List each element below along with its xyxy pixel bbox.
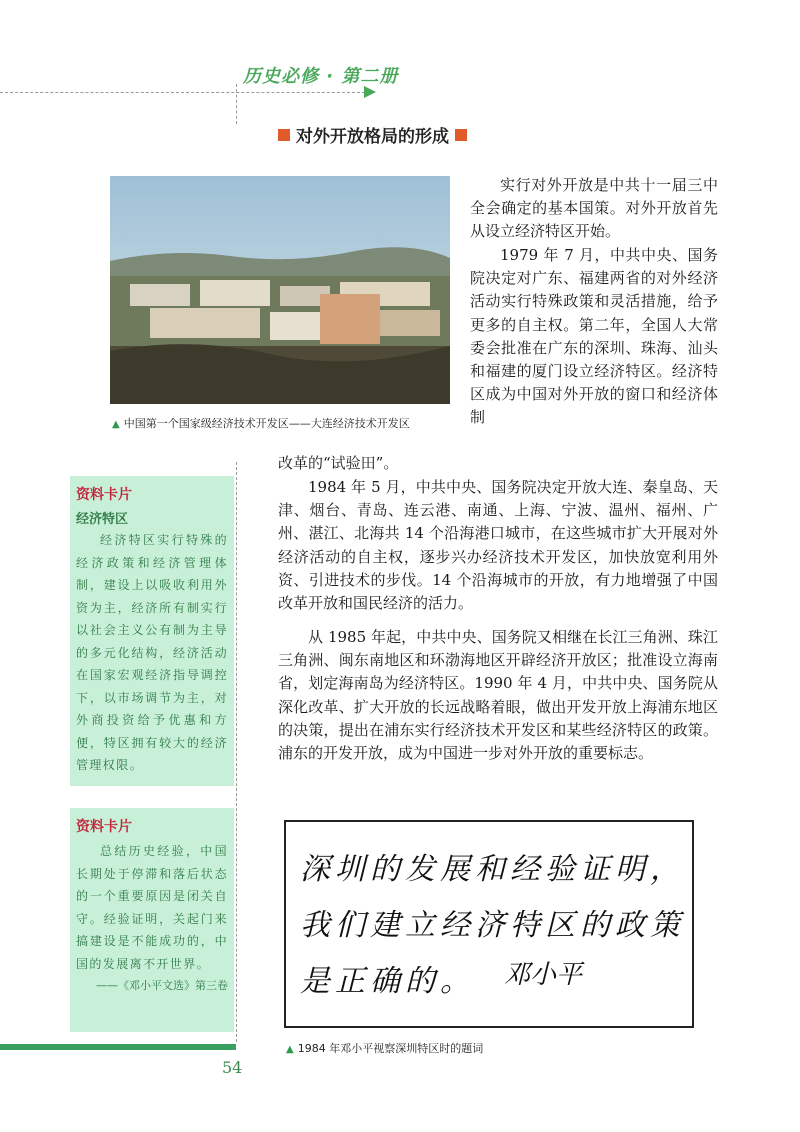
square-bullet-icon (278, 129, 290, 141)
paragraph-4: 从 1985 年起，中共中央、国务院又相继在长江三角洲、珠江三角洲、闽东南地区和环渤海地区开辟经济开放区；批准设立海南省，划定海南岛为经济特区。1990 年 4 月，中共中央、国务院从深化改革、扩大开放的长远战略着眼，做出开发开放上海浦东地区的决策，提出在浦东实行经济技术开发区和某些经济特区的政策。浦东的开发开放，成为中国进一步对外开放的重要标志。 (278, 628, 718, 763)
column-divider (236, 462, 237, 1042)
page-number: 54 (222, 1058, 243, 1077)
paragraph-1: 实行对外开放是中共十一届三中全会确定的基本国策。对外开放首先从设立经济特区开始。 (470, 176, 718, 241)
data-card-economic-zone (70, 476, 234, 786)
card-body: 总结历史经验，中国长期处于停滞和落后状态的一个重要原因是闭关自守。经验证明，关起门来搞建设是不能成功的，中国的发展离不开世界。 (76, 844, 228, 971)
dalian-development-zone-photo (110, 176, 450, 404)
calligraphy-line-2: 我们建立经济特区的政策 (300, 908, 685, 943)
card-source: ——《邓小平文选》第三卷 (96, 979, 228, 992)
book-title: 历史必修 · 第二册 (243, 66, 399, 87)
photo-caption: ▲ 中国第一个国家级经济技术开发区——大连经济技术开发区 (112, 417, 410, 430)
calligraphy-line-1: 深圳的发展和经验证明， (300, 852, 685, 887)
calligraphy-caption: ▲ 1984 年邓小平视察深圳特区时的题词 (286, 1042, 484, 1055)
paragraph-2: 1979 年 7 月，中共中央、国务院决定对广东、福建两省的对外经济活动实行特殊政策和灵活措施，给予更多的自主权。第二年，全国人大常委会批准在广东的深圳、珠海、汕头和福建的厦门设立经济特区。经济特区成为中国对外开放的窗口和经济体制 (470, 246, 718, 427)
card-body: 经济特区实行特殊的经济政策和经济管理体制，建设上以吸收利用外资为主，经济所有制实行以社会主义公有制为主导的多元化结构，经济活动在国家宏观经济指导调控下，以市场调节为主，对外商投资给予优惠和方便，特区拥有较大的经济管理权限。 (76, 533, 228, 772)
triangle-marker-icon: ▲ (286, 1044, 294, 1055)
paragraph-2-end: 改革的“试验田”。 (278, 454, 399, 472)
triangle-marker-icon: ▲ (112, 419, 120, 430)
header-divider (0, 92, 370, 93)
footer-bar (0, 1044, 236, 1050)
calligraphy-line-3: 是正确的。 (300, 964, 475, 999)
photo-illustration (110, 176, 450, 404)
card-title: 资料卡片 (76, 487, 132, 503)
data-card-history-lesson (70, 808, 234, 1032)
square-bullet-icon (455, 129, 467, 141)
paragraph-3: 1984 年 5 月，中共中央、国务院决定开放大连、秦皇岛、天津、烟台、青岛、连云港、南通、上海、宁波、温州、福州、广州、湛江、北海共 14 个沿海港口城市，在这些城市扩大开展对外经济活动的自主权，逐步兴办经济技术开发区，加快放宽利用外资、引进技术的步伐。14 个沿海城市的开放，有力地增强了中国改革开放和国民经济的活力。 (278, 478, 718, 613)
header-vertical-divider (236, 84, 237, 124)
section-heading-text: 对外开放格局的形成 (296, 127, 449, 147)
card-title: 资料卡片 (76, 819, 132, 835)
header-arrow-icon (364, 86, 376, 98)
calligraphy-signature: 邓小平 (504, 960, 583, 990)
card-subtitle: 经济特区 (76, 512, 129, 527)
section-heading (278, 122, 467, 147)
calligraphy-inscription (284, 820, 694, 1028)
